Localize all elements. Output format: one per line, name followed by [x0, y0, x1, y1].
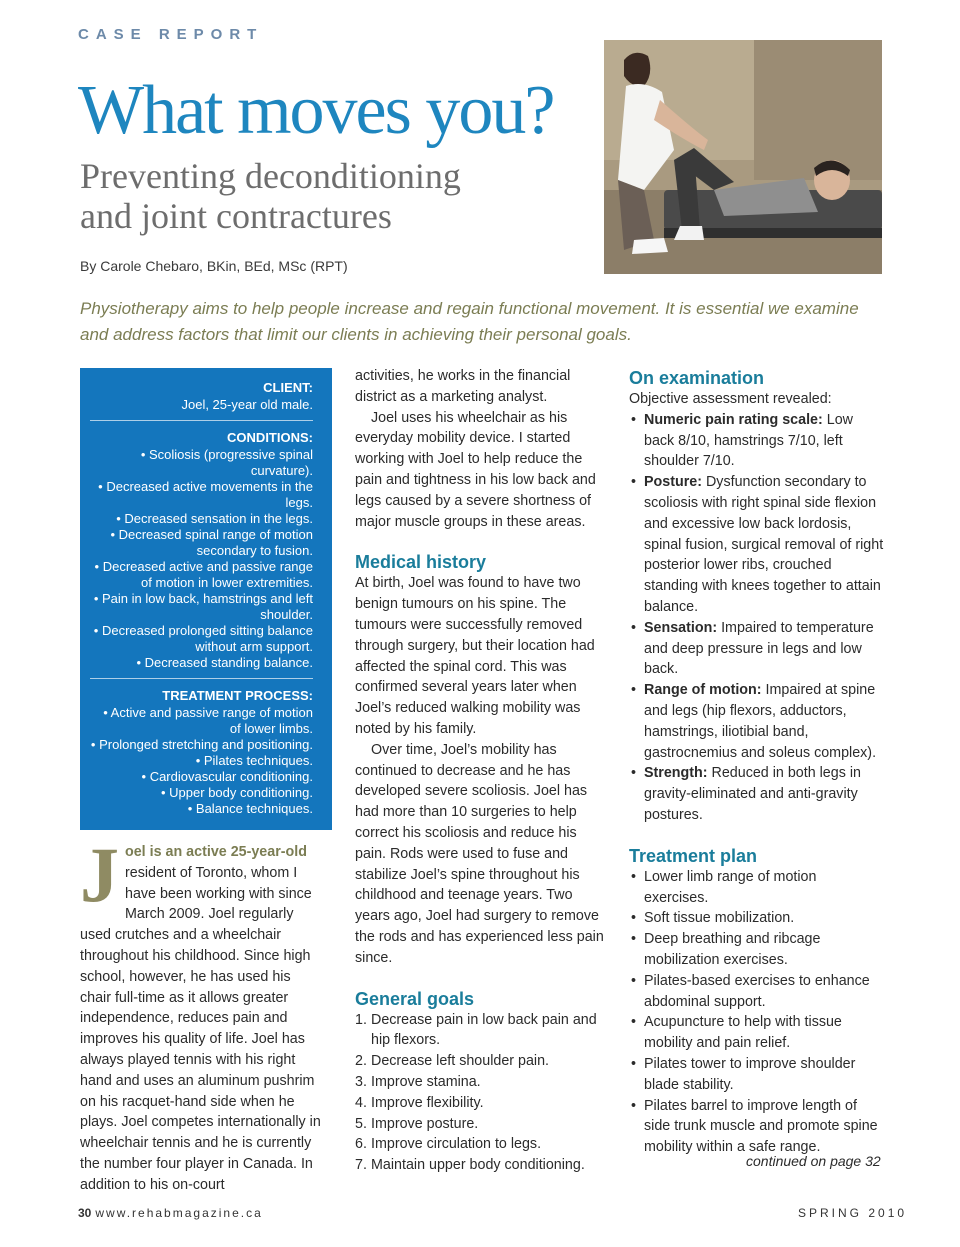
- continued-note: continued on page 32: [746, 1153, 881, 1169]
- paragraph: Over time, Joel’s mobility has continued to decrease and he has developed severe scoliosis. Joel has had more than 10 surgeries to help correct his scoliosis and reduce his pain. Rods were used to fuse and stabilize Joel’s spine throughout his childhood and teenage years. Two years ago, Joel had surgery to remove the rods and has experienced less pain since.: [355, 741, 604, 966]
- goal-item: 3. Improve stamina.: [355, 1073, 481, 1090]
- treatment-item: • Prolonged stretching and positioning.: [90, 737, 313, 752]
- condition-item: • Pain in low back, hamstrings and left shoulder.: [93, 591, 313, 622]
- treatment-item: • Balance techniques.: [187, 801, 313, 816]
- exam-item: • Range of motion: Impaired at spine and legs (hip flexors, adductors, hamstrings, iliotibial band, gastrocnemius and soleus complex).: [631, 682, 877, 761]
- section-kicker: CASE REPORT: [78, 26, 264, 43]
- exam-item: • Strength: Reduced in both legs in gravity-eliminated and anti-gravity postures.: [631, 765, 861, 823]
- client-heading: CLIENT:: [263, 380, 313, 395]
- byline: By Carole Chebaro, BKin, BEd, MSc (RPT): [80, 258, 348, 274]
- treatment-heading: TREATMENT PROCESS:: [162, 688, 313, 703]
- column-1-text: resident of Toronto, whom I have been working with since March 2009. Joel regularly used crutches and a wheelchair throughout his childhood. Since high school, however, he has used his chair full-time as it allows greater independence, reduces pain and improves his quality of life. Joel has always played tennis with his right hand and uses an aluminum pushrim on his racquet-hand side when he plays. Joel competes internationally in wheelchair tennis and he is currently the number four player in Canada. In addition to his on-court: [80, 864, 321, 1193]
- goal-item: 5. Improve posture.: [355, 1115, 479, 1132]
- treatment-item: • Pilates techniques.: [195, 753, 313, 768]
- on-examination-heading: On examination: [629, 368, 765, 388]
- plan-item: • Pilates-based exercises to enhance abdominal support.: [631, 972, 870, 1010]
- goal-item: 7. Maintain upper body conditioning.: [355, 1157, 585, 1174]
- condition-item: • Scoliosis (progressive spinal curvature).: [140, 447, 313, 478]
- treatment-plan-heading: Treatment plan: [629, 845, 758, 866]
- goal-item: 1. Decrease pain in low back pain and hip flexors.: [355, 1011, 597, 1049]
- column-1-body: [80, 831, 325, 1196]
- condition-item: • Decreased active movements in the legs.: [98, 479, 313, 510]
- plan-item: • Deep breathing and ribcage mobilization exercises.: [631, 931, 821, 968]
- plan-item: • Soft tissue mobilization.: [631, 910, 795, 927]
- drop-cap: J: [80, 831, 119, 918]
- medical-history-heading: Medical history: [355, 552, 487, 573]
- exam-intro: Objective assessment revealed:: [629, 391, 832, 407]
- treatment-item: • Active and passive range of motion of lower limbs.: [103, 705, 313, 736]
- conditions-section: [90, 428, 313, 679]
- client-section: [90, 378, 313, 421]
- goal-item: 2. Decrease left shoulder pain.: [355, 1053, 550, 1070]
- footer-issue: SPRING 2010: [798, 1206, 908, 1220]
- column-3: [629, 367, 884, 1158]
- condition-item: • Decreased standing balance.: [136, 655, 313, 670]
- paragraph: activities, he works in the financial district as a marketing analyst.: [355, 368, 571, 405]
- condition-item: • Decreased spinal range of motion secondary to fusion.: [110, 527, 313, 558]
- goal-item: 4. Improve flexibility.: [355, 1094, 484, 1111]
- general-goals-heading: General goals: [355, 988, 475, 1009]
- footer-url: www.rehabmagazine.ca: [95, 1206, 263, 1220]
- plan-item: • Pilates barrel to improve length of side trunk muscle and promote spine mobility within a safe range.: [631, 1097, 878, 1156]
- plan-item: • Pilates tower to improve shoulder blade stability.: [631, 1055, 856, 1093]
- treatment-item: • Cardiovascular conditioning.: [141, 769, 313, 784]
- paragraph: Joel uses his wheelchair as his everyday mobility device. I started working with Joel to help reduce the pain and tightness in his low back and legs caused by a severe shortness of major muscle groups in these areas.: [355, 409, 596, 530]
- page-number: 30: [78, 1206, 92, 1220]
- article-subtitle: [80, 156, 461, 236]
- plan-item: • Acupuncture to help with tissue mobility and pain relief.: [631, 1014, 842, 1052]
- exam-item: • Sensation: Impaired to temperature and deep pressure in legs and low back.: [631, 619, 874, 678]
- footer-left: [78, 1206, 263, 1220]
- exam-item: • Posture: Dysfunction secondary to scoliosis with right spinal side flexion and excessive low back lordosis, spinal fusion, surgical removal of right posterior lower ribs, crouched standing with knees together to attain balance.: [631, 474, 884, 615]
- condition-item: • Decreased prolonged sitting balance without arm support.: [93, 623, 313, 654]
- client-sidebar: [80, 368, 332, 830]
- lead-in: oel is an active 25-year-old: [125, 844, 307, 860]
- treatment-item: • Upper body conditioning.: [161, 785, 313, 800]
- condition-item: • Decreased active and passive range of motion in lower extremities.: [94, 559, 313, 590]
- column-2: [355, 366, 605, 1176]
- condition-item: • Decreased sensation in the legs.: [116, 511, 313, 526]
- exam-item: • Numeric pain rating scale: Low back 8/10, hamstrings 7/10, left shoulder 7/10.: [631, 411, 853, 470]
- article-title: What moves you?: [78, 72, 554, 149]
- therapist-patient-illustration: [604, 40, 882, 274]
- goal-item: 6. Improve circulation to legs.: [355, 1136, 542, 1153]
- intro-paragraph: Physiotherapy aims to help people increase and regain functional movement. It is essential we examine and address factors that limit our clients in achieving their personal goals.: [80, 299, 859, 344]
- paragraph: At birth, Joel was found to have two benign tumours on his spine. The tumours were successfully removed through surgery, but their location had affected the spinal cord. This was confirmed several years later when Joel’s reduced walking mobility was noted by his family.: [355, 575, 595, 737]
- plan-item: • Lower limb range of motion exercises.: [631, 868, 817, 906]
- client-text: Joel, 25-year old male.: [181, 397, 313, 412]
- treatment-section: [90, 686, 313, 824]
- article-photo: [604, 40, 882, 274]
- conditions-heading: CONDITIONS:: [227, 430, 313, 445]
- subtitle-line-2: and joint contractures: [80, 196, 392, 236]
- subtitle-line-1: Preventing deconditioning: [80, 156, 461, 196]
